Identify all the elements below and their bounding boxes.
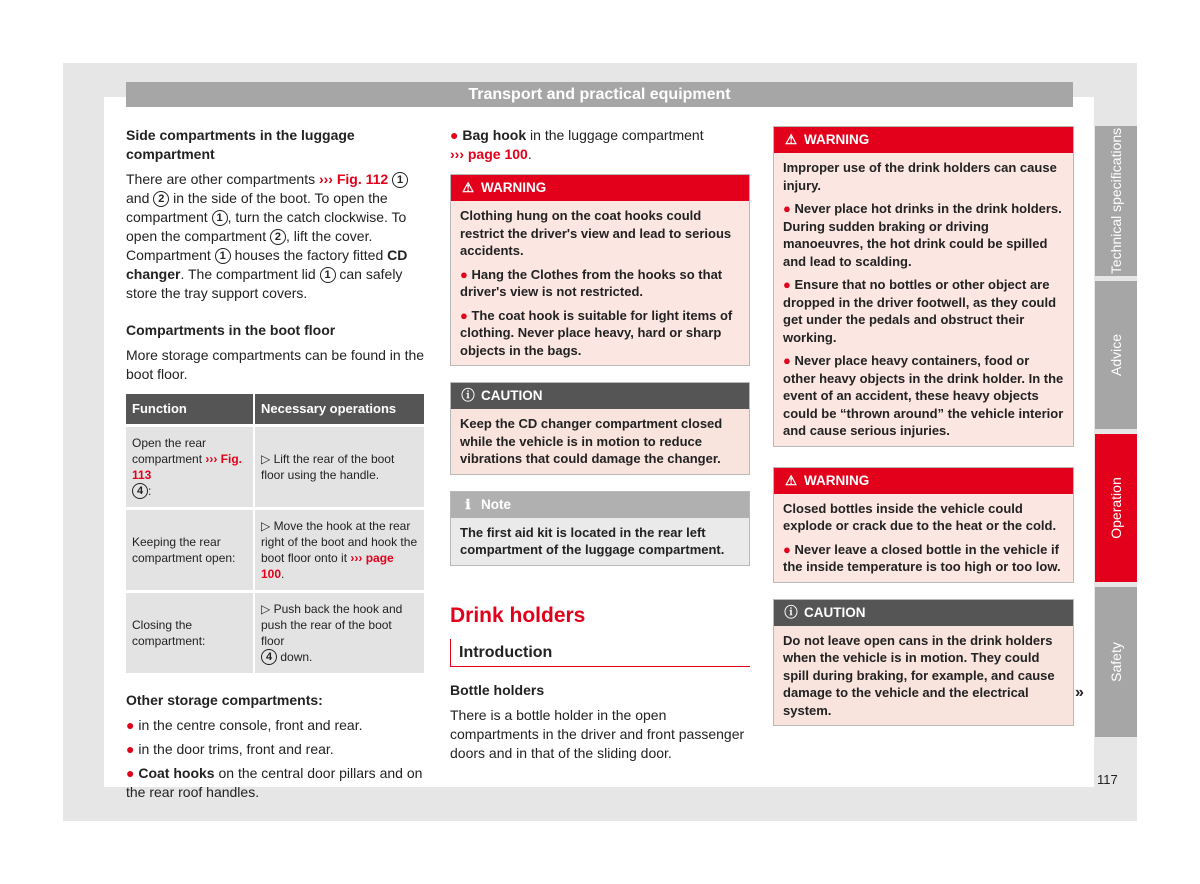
table-cell: ▷ Lift the rear of the boot floor using the handle. xyxy=(254,426,425,509)
bag-hook-text: ● Bag hook in the luggage compartment ››› page 100. xyxy=(450,127,704,162)
bullet-icon: ● xyxy=(126,741,135,757)
table-cell: ▷ Move the hook at the rear right of the boot and hook the boot floor onto it ››› page 100. xyxy=(254,509,425,592)
page-100-link[interactable]: ››› page 100 xyxy=(261,551,394,581)
callout-1: 1 xyxy=(212,210,228,226)
operations-table xyxy=(126,394,426,673)
heading-introduction: Introduction xyxy=(450,639,750,667)
callout-4: 4 xyxy=(132,483,148,499)
table-header-function: Function xyxy=(126,394,254,426)
callout-1: 1 xyxy=(320,267,336,283)
warning-box-drink-holders: ⚠ WARNING Improper use of the drink holders can cause injury. ● Never place hot drinks in the drink holders. During sudden braking or driving manoeuvres, the hot drink could be spilled and lead to scalding. ● Ensure that no bottles or other object are dropped in the driver footwell, as they could get under the pedals and obstruct their working. ● Never place heavy containers, food or other heavy objects in the drink holder. In the event of an accident, these heavy objects could be “thrown around” the vehicle interior and cause serious injuries. xyxy=(773,126,1074,447)
tab-advice[interactable]: Advice xyxy=(1095,281,1137,429)
table-cell: Keeping the rear compartment open: xyxy=(126,509,254,592)
page-100-link[interactable]: ››› page 100 xyxy=(450,146,528,162)
heading-other-storage: Other storage compartments: xyxy=(126,692,323,708)
callout-4: 4 xyxy=(261,649,277,665)
table-row xyxy=(126,509,425,592)
fig-112-link[interactable]: ››› Fig. 112 xyxy=(318,171,389,187)
bullet-icon: ● xyxy=(783,201,791,216)
bullet-icon: ● xyxy=(126,717,135,733)
info-square-icon: ℹ xyxy=(465,496,471,512)
heading-drink-holders: Drink holders xyxy=(450,603,586,627)
boot-floor-text: More storage compartments can be found in the boot floor. xyxy=(126,347,425,382)
table-cell: Open the rear compartment ››› Fig. 113 4 : xyxy=(126,426,254,509)
bullet-icon: ● xyxy=(783,277,791,292)
callout-2: 2 xyxy=(270,229,286,245)
caution-box-cd-changer: ⓘ CAUTION Keep the CD changer compartment closed while the vehicle is in motion to reduce vibrations that could damage the changer. xyxy=(450,382,750,475)
fig-113-link[interactable]: ››› Fig. 113 xyxy=(132,452,243,482)
caution-box-open-cans: ⓘ CAUTION Do not leave open cans in the drink holders when the vehicle is in motion. They could spill during braking, for example, and cause damage to the vehicle and the electrical system. xyxy=(773,599,1074,727)
continue-marker: » xyxy=(1075,684,1084,701)
warning-box-coat-hooks: ⚠ WARNING Clothing hung on the coat hooks could restrict the driver's view and lead to serious accidents. ● Hang the Clothes from the hooks so that driver's view is not restricted. ● The coat hook is suitable for light items of clothing. Never place heavy, hard or sharp objects in the bags. xyxy=(450,174,750,366)
bullet-icon: ● xyxy=(460,307,468,323)
callout-2: 2 xyxy=(153,191,169,207)
warning-triangle-icon: ⚠ xyxy=(784,132,798,147)
side-compartments-text: There are other compartments ››› Fig. 112 1 and 2 in the side of the boot. To open the compartment 1 , turn the catch clockwise. To open the compartment 2 , lift the cover. Compartment 1 houses the factory fitted CD changer. The compartment lid 1 can safely store the tray support covers. xyxy=(126,171,408,301)
callout-1: 1 xyxy=(215,248,231,264)
heading-boot-floor: Compartments in the boot floor xyxy=(126,322,336,338)
bullet-icon: ● xyxy=(783,353,791,368)
page-number: 117 xyxy=(1097,772,1118,787)
bottle-holders-text: There is a bottle holder in the open compartments in the driver and front passenger doors and in that of the sliding door. xyxy=(450,706,745,761)
table-cell: ▷ Push back the hook and push the rear of the boot floor 4 down. xyxy=(254,592,425,674)
bullet-icon: ● xyxy=(783,541,791,557)
bullet-icon: ● xyxy=(450,127,459,143)
warning-box-closed-bottles: ⚠ WARNING Closed bottles inside the vehicle could explode or crack due to the heat or the cold. ● Never leave a closed bottle in the vehicle if the inside temperature is too high or too low. xyxy=(773,467,1074,583)
bullet-icon: ● xyxy=(126,765,135,781)
table-cell: Closing the compartment: xyxy=(126,592,254,674)
section-header: Transport and practical equipment xyxy=(126,82,1073,107)
list-item: ● in the centre console, front and rear. xyxy=(126,717,363,733)
table-header-operations: Necessary operations xyxy=(254,394,425,426)
column-3 xyxy=(773,126,1074,742)
column-1 xyxy=(126,126,426,802)
warning-triangle-icon: ⚠ xyxy=(784,472,798,488)
list-item: ● in the door trims, front and rear. xyxy=(126,741,334,757)
tab-technical-specifications[interactable]: Technical specifications xyxy=(1095,126,1137,276)
warning-triangle-icon: ⚠ xyxy=(461,180,475,195)
heading-side-compartments: Side compartments in the luggage compartment xyxy=(126,127,355,162)
table-row xyxy=(126,426,425,509)
info-circle-icon: ⓘ xyxy=(461,388,475,403)
tab-safety[interactable]: Safety xyxy=(1095,587,1137,737)
table-row xyxy=(126,592,425,674)
bullet-icon: ● xyxy=(460,266,468,282)
tab-operation[interactable]: Operation xyxy=(1095,434,1137,582)
info-circle-icon: ⓘ xyxy=(784,604,798,620)
note-box-first-aid: ℹ Note The first aid kit is located in the rear left compartment of the luggage compartment. xyxy=(450,491,750,566)
column-2 xyxy=(450,126,750,773)
list-item: ● Coat hooks on the central door pillars and on the rear roof handles. xyxy=(126,765,423,800)
heading-bottle-holders: Bottle holders xyxy=(450,681,545,698)
callout-1: 1 xyxy=(392,172,408,188)
